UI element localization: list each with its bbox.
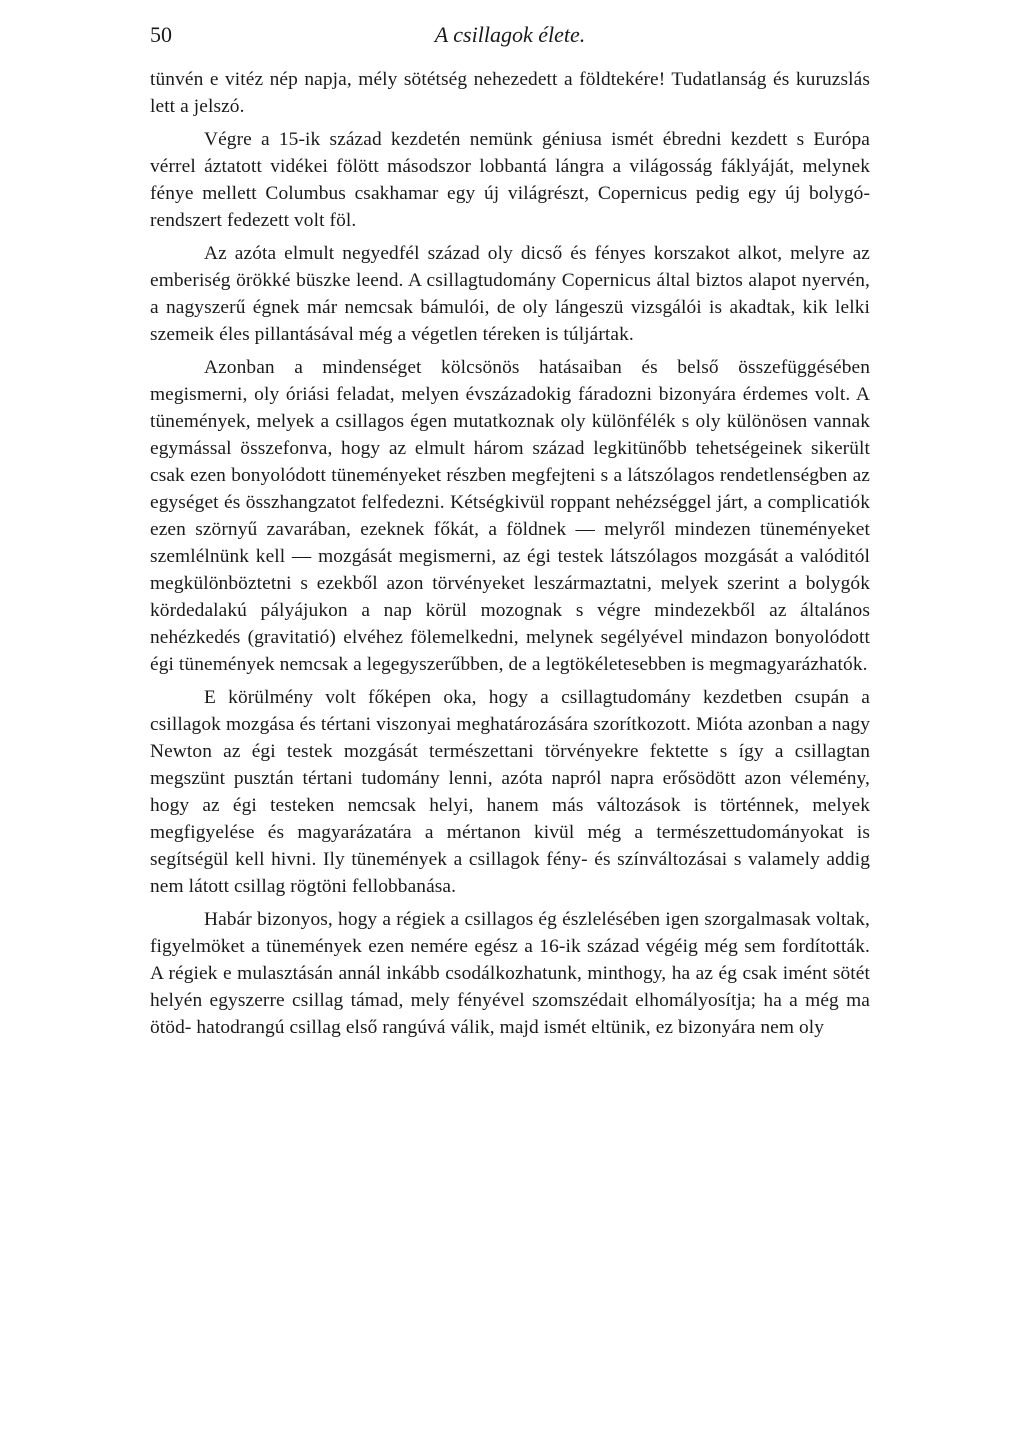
paragraph: Az azóta elmult negyedfél század oly dicső és fényes korszakot alkot, melyre az emberiség örökké büszke leend. A csillagtudomány Copernicus által biztos alapot nyervén, a nagyszerű égnek már nemcsak bámulói, de oly lángeszü vizsgálói is akadtak, kik lelki szemeik éles pillantásával még a végetlen téreken is túljártak. — [150, 243, 870, 345]
body-text — [150, 66, 870, 1041]
paragraph: Végre a 15-ik század kezdetén nemünk géniusa ismét ébredni kezdett s Európa vérrel áztatott vidékei fölött másodszor lobbantá lángra a világosság fáklyáját, melynek fénye mellett Columbus csakhamar egy új világrészt, Copernicus pedig egy új bolygó-rendszert fedezett volt föl. — [150, 129, 870, 231]
running-title: A csillagok élete. — [434, 22, 586, 47]
paragraph: Azonban a mindenséget kölcsönös hatásaiban és belső összefüggésében megismerni, oly óriási feladat, melyen évszázadokig fáradozni bizonyára érdemes volt. A tünemények, melyek a csillagos égen mutatkoznak oly különfélék s oly különösen vannak egymással összefonva, hogy az elmult három század legkitünőbb tehetségeinek sikerült csak ezen bonyolódott tüneményeket részben megfejteni s a látszólagos rendetlenségben az egységet és összhangzatot felfedezni. Kétségkivül roppant nehézséggel járt, a complicatiók ezen szörnyű zavarában, ezeknek főkát, a földnek — melyről mindezen tüneményeket szemlélnünk kell — mozgását megismerni, az égi testek látszólagos mozgását a valóditól megkülönböztetni s ezekből azon törvényeket leszármaztatni, melyek szerint a bolygók kördedalakú pályájukon a nap körül mozognak s végre mindezekből az általános nehézkedés (gravitatió) elvéhez fölemelkedni, melynek segélyével mindazon bonyolódott égi tünemények nemcsak a legegyszerűbben, de a legtökéletesebben is megmagyarázhatók. — [150, 357, 870, 675]
page-header — [150, 22, 870, 56]
book-page — [150, 22, 870, 1047]
page-number: 50 — [150, 22, 172, 47]
paragraph: E körülmény volt főképen oka, hogy a csillagtudomány kezdetben csupán a csillagok mozgása és tértani viszonyai meghatározására szorítkozott. Mióta azonban a nagy Newton az égi testek mozgását természettani törvényekre fektette s így a csillagtan megszünt pusztán tértani tudomány lenni, azóta napról napra erősödött azon vélemény, hogy az égi testeken nemcsak helyi, hanem más változások is történnek, melyek megfigyelése és magyarázatára a mértanon kivül még a természettudományokat is segítségül kell hivni. Ily tünemények a csillagok fény- és színváltozásai s valamely addig nem látott csillag rögtöni fellobbanása. — [150, 687, 870, 897]
paragraph: Habár bizonyos, hogy a régiek a csillagos ég észlelésében igen szorgalmasak voltak, figyelmöket a tünemények ezen nemére egész a 16-ik század végéig még sem fordították. A régiek e mulasztásán annál inkább csodálkozhatunk, minthogy, ha az ég csak imént sötét helyén egyszerre csillag támad, mely fényével szomszédait elhomályosítja; ha a még ma ötöd- hatodrangú csillag első rangúvá válik, majd ismét eltünik, ez bizonyára nem oly — [150, 909, 870, 1038]
paragraph: tünvén e vitéz nép napja, mély sötétség nehezedett a földtekére! Tudatlanság és kuruzslás lett a jelszó. — [150, 69, 870, 117]
